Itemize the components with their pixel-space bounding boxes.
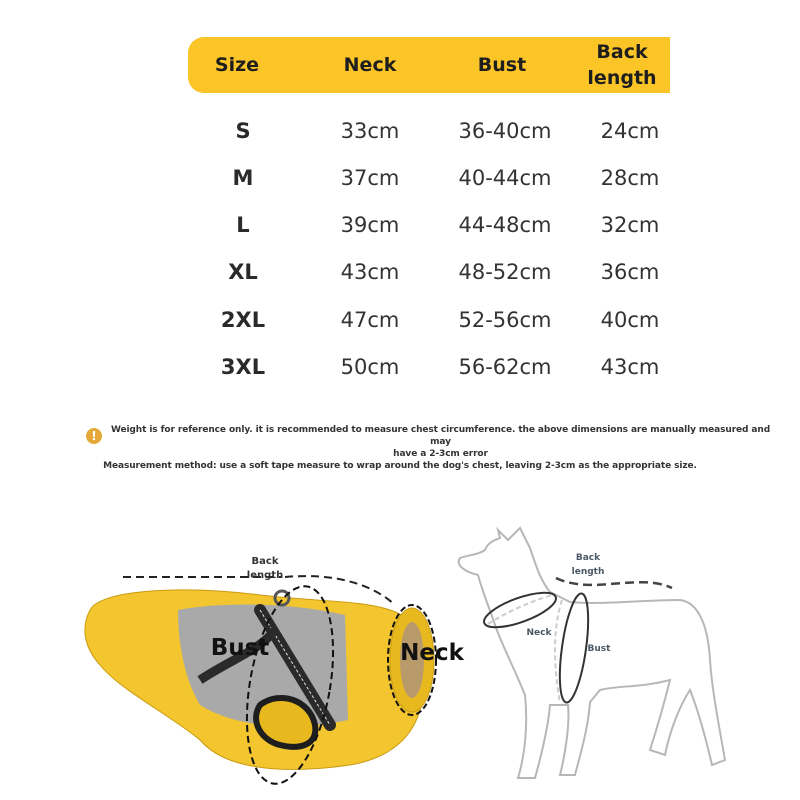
cell-neck: 39cm	[340, 213, 400, 237]
cell-bust: 52-56cm	[458, 308, 552, 332]
cell-back: 40cm	[600, 308, 660, 332]
cell-back: 24cm	[600, 119, 660, 143]
measurement-method-note: Measurement method: use a soft tape measure to wrap around the dog's chest, leaving 2-3cm as the appropriate size.	[103, 461, 697, 471]
table-row	[0, 205, 800, 245]
table-row	[0, 158, 800, 198]
cell-back: 28cm	[600, 166, 660, 190]
dog-neck-label: Neck	[526, 628, 552, 638]
cell-bust: 48-52cm	[458, 260, 552, 284]
cell-size: M	[232, 166, 254, 190]
coat-bust-label: Bust	[210, 635, 270, 661]
cell-bust: 40-44cm	[458, 166, 552, 190]
size-table-header	[188, 37, 670, 93]
table-row	[0, 252, 800, 292]
coat-back-label-1: Back	[251, 556, 279, 567]
table-row	[0, 300, 800, 340]
cell-size: S	[235, 119, 251, 143]
dog-back-label-1: Back	[575, 553, 601, 563]
cell-bust: 56-62cm	[458, 355, 552, 379]
table-row	[0, 111, 800, 151]
cell-neck: 47cm	[340, 308, 400, 332]
coat-back-label-2: length	[246, 570, 284, 581]
cell-bust: 44-48cm	[458, 213, 552, 237]
cell-neck: 37cm	[340, 166, 400, 190]
cell-size: XL	[228, 260, 258, 284]
reference-note-line1: Weight is for reference only. it is recommended to measure chest circumference. the above dimensions are manually measured and may	[110, 425, 771, 447]
exclamation-circle-icon: !	[86, 428, 102, 444]
cell-bust: 36-40cm	[458, 119, 552, 143]
coat-neck-label: Neck	[400, 640, 464, 666]
header-back-line2: length	[587, 67, 657, 89]
header-bust: Bust	[477, 54, 527, 76]
dog-back-label-2: length	[571, 567, 605, 577]
cell-size: 2XL	[220, 308, 266, 332]
cell-back: 36cm	[600, 260, 660, 284]
cell-neck: 43cm	[340, 260, 400, 284]
header-neck: Neck	[343, 54, 397, 76]
cell-back: 43cm	[600, 355, 660, 379]
reference-note-line2: have a 2-3cm error	[393, 449, 488, 459]
header-back-line1: Back	[596, 41, 648, 63]
coat-diagram	[60, 540, 480, 790]
table-row	[0, 347, 800, 387]
header-back-length	[574, 37, 670, 93]
dog-bust-label: Bust	[587, 644, 611, 654]
leg-hole	[256, 698, 315, 747]
cell-neck: 33cm	[340, 119, 400, 143]
cell-size: L	[236, 213, 250, 237]
reference-note	[108, 424, 773, 460]
cell-back: 32cm	[600, 213, 660, 237]
header-size: Size	[214, 54, 260, 76]
dog-outline-diagram	[440, 520, 740, 790]
cell-size: 3XL	[220, 355, 266, 379]
cell-neck: 50cm	[340, 355, 400, 379]
